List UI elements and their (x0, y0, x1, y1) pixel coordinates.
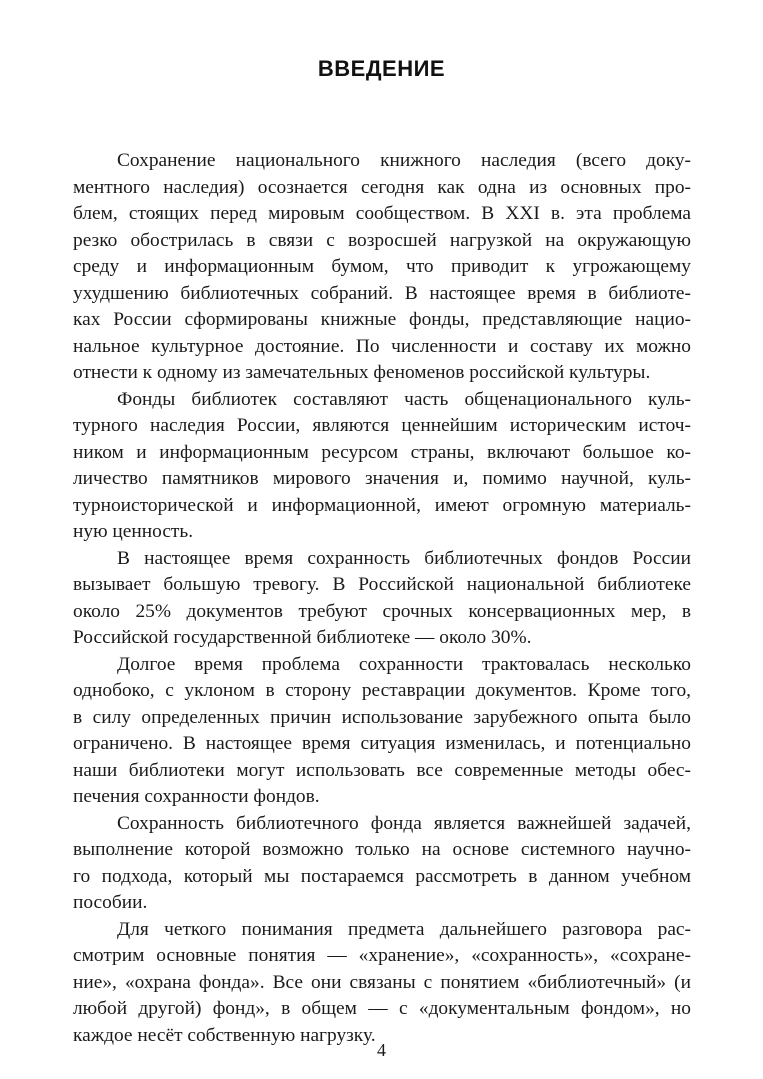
text-line: турного наследия России, являются ценнейшим историческим источ- (73, 415, 691, 436)
paragraph (73, 811, 691, 917)
paragraph (73, 917, 691, 1050)
text-line: резко обострилась в связи с возросшей нагрузкой на окружающую (73, 229, 691, 251)
text-line: наши библиотеки могут использовать все современные методы обес- (73, 759, 691, 781)
text-line: Российской государственной библиотеке — около 30%. (73, 627, 532, 648)
text-line: любой другой) фонд», в общем — с «документальным фондом», но (73, 998, 691, 1019)
text-line: выполнение которой возможно только на основе системного научно- (73, 839, 691, 860)
paragraph (73, 546, 691, 652)
text-line: в силу определенных причин использование зарубежного опыта было (73, 706, 691, 728)
text-line: ние», «охрана фонда». Все они связаны с понятием «библиотечный» (и (73, 971, 691, 993)
text-line: Для четкого понимания предмета дальнейшего разговора рас- (117, 918, 691, 940)
body-text (73, 148, 691, 1049)
text-line: ограничено. В настоящее время ситуация изменилась, и потенциально (73, 733, 691, 754)
text-line: Сохранение национального книжного наследия (всего доку- (117, 150, 691, 171)
text-line: однобоко, с уклоном в сторону реставрации документов. Кроме того, (73, 680, 691, 701)
text-line: смотрим основные понятия — «хранение», «сохранность», «сохране- (73, 945, 691, 966)
text-line: нальное культурное достояние. По численности и составу их можно (73, 335, 691, 357)
text-line: пособии. (73, 892, 148, 913)
page-title: ВВЕДЕНИЕ (317, 56, 446, 81)
text-line: ках России сформированы книжные фонды, представляющие нацио- (73, 309, 691, 330)
text-line: ментного наследия) осознается сегодня как одна из основных про- (73, 176, 691, 198)
text-line: Фонды библиотек составляют часть общенационального куль- (117, 388, 691, 410)
text-line: блем, стоящих перед мировым сообществом. В XXI в. эта проблема (73, 203, 691, 224)
text-line: турноисторической и информационной, имеют огромную материаль- (73, 494, 691, 516)
page-number: 4 (377, 1040, 386, 1060)
text-line: ную ценность. (73, 521, 194, 542)
text-line: го подхода, который мы постараемся рассмотреть в данном учебном (73, 865, 691, 887)
text-line: В настоящее время сохранность библиотечных фондов России (117, 547, 691, 569)
paragraph (73, 652, 691, 811)
text-line: ухудшению библиотечных собраний. В настоящее время в библиоте- (73, 282, 691, 304)
text-line: печения сохранности фондов. (73, 786, 320, 807)
text-line: среду и информационным бумом, что приводит к угрожающему (73, 256, 691, 277)
text-line: Сохранность библиотечного фонда является важнейшей задачей, (117, 812, 691, 834)
text-line: личество памятников мирового значения и, помимо научной, куль- (73, 468, 691, 489)
text-line: вызывает большую тревогу. В Российской национальной библиотеке (73, 574, 691, 595)
text-line: около 25% документов требуют срочных консервационных мер, в (73, 600, 691, 622)
paragraph (73, 387, 691, 546)
paragraph (73, 148, 691, 387)
text-line: каждое несёт собственную нагрузку. (73, 1024, 376, 1046)
text-line: отнести к одному из замечательных феноменов российской культуры. (73, 362, 651, 383)
text-line: ником и информационным ресурсом страны, включают большое ко- (73, 441, 691, 463)
text-line: Долгое время проблема сохранности трактовалась несколько (117, 653, 691, 675)
